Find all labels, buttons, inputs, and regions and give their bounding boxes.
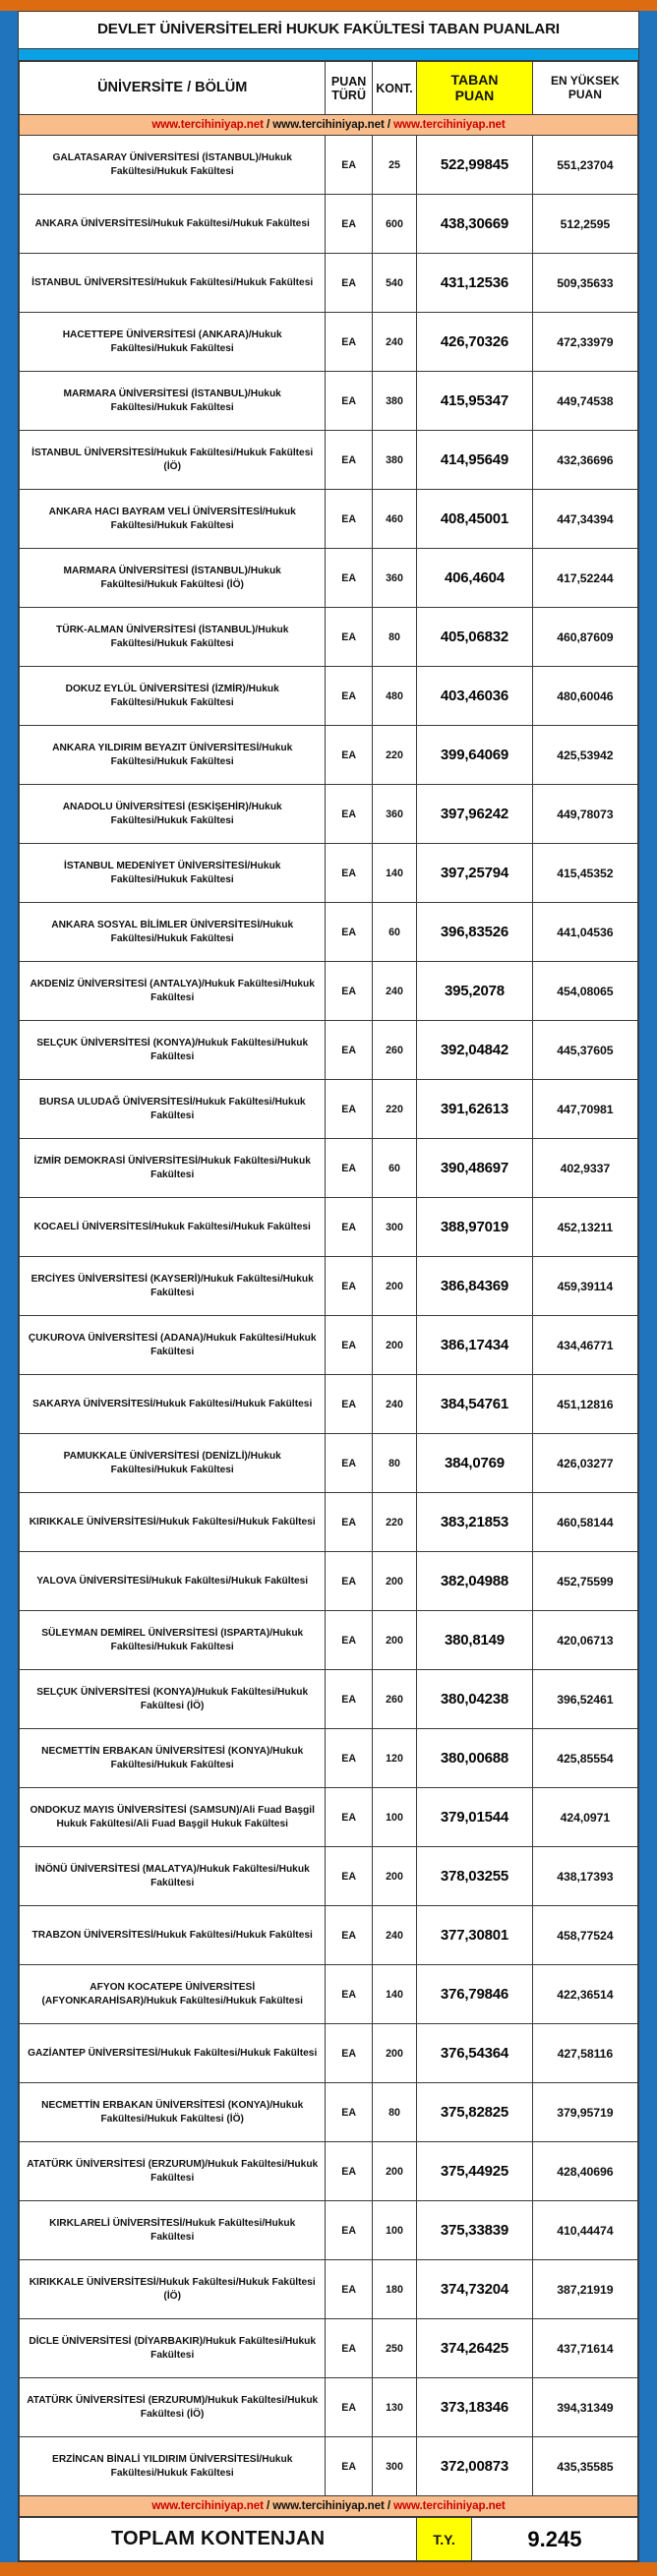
- row-puan-turu: EA: [326, 2437, 372, 2496]
- row-university-name: DİCLE ÜNİVERSİTESİ (DİYARBAKIR)/Hukuk Fakültesi/Hukuk Fakültesi: [20, 2319, 326, 2378]
- row-puan-turu: EA: [326, 1316, 372, 1375]
- row-kontenjan: 240: [372, 313, 416, 372]
- table-row: [20, 1316, 638, 1375]
- row-university-name: ANKARA ÜNİVERSİTESİ/Hukuk Fakültesi/Hukuk Fakültesi: [20, 195, 326, 254]
- row-puan-turu: EA: [326, 431, 372, 490]
- table-body: [20, 115, 638, 2517]
- row-en-yuksek-puan: 447,34394: [532, 490, 637, 549]
- row-taban-puan: 384,0769: [417, 1434, 533, 1493]
- row-puan-turu: EA: [326, 1611, 372, 1670]
- row-en-yuksek-puan: 387,21919: [532, 2260, 637, 2319]
- row-en-yuksek-puan: 551,23704: [532, 136, 637, 195]
- website-banner-top-cell: [20, 115, 638, 136]
- website-link-4[interactable]: www.tercihiniyap.net: [151, 2499, 264, 2512]
- row-kontenjan: 360: [372, 549, 416, 608]
- row-university-name: KOCAELİ ÜNİVERSİTESİ/Hukuk Fakültesi/Hukuk Fakültesi: [20, 1198, 326, 1257]
- row-university-name: ANKARA HACI BAYRAM VELİ ÜNİVERSİTESİ/Hukuk Fakültesi/Hukuk Fakültesi: [20, 490, 326, 549]
- row-en-yuksek-puan: 458,77524: [532, 1906, 637, 1965]
- row-en-yuksek-puan: 410,44474: [532, 2201, 637, 2260]
- total-ty-badge: T.Y.: [417, 2518, 472, 2561]
- header-row: [20, 62, 638, 115]
- row-kontenjan: 360: [372, 785, 416, 844]
- row-puan-turu: EA: [326, 1139, 372, 1198]
- row-kontenjan: 200: [372, 1552, 416, 1611]
- row-en-yuksek-puan: 447,70981: [532, 1080, 637, 1139]
- row-university-name: ATATÜRK ÜNİVERSİTESİ (ERZURUM)/Hukuk Fakültesi/Hukuk Fakültesi: [20, 2142, 326, 2201]
- row-university-name: KIRKLARELİ ÜNİVERSİTESİ/Hukuk Fakültesi/Hukuk Fakültesi: [20, 2201, 326, 2260]
- row-kontenjan: 140: [372, 1965, 416, 2024]
- table-row: [20, 549, 638, 608]
- row-kontenjan: 220: [372, 1080, 416, 1139]
- row-puan-turu: EA: [326, 1375, 372, 1434]
- row-kontenjan: 100: [372, 2201, 416, 2260]
- column-header-kont: KONT.: [372, 62, 416, 115]
- row-kontenjan: 250: [372, 2319, 416, 2378]
- table-row: [20, 2437, 638, 2496]
- row-taban-puan: 388,97019: [417, 1198, 533, 1257]
- row-kontenjan: 600: [372, 195, 416, 254]
- total-row: [20, 2518, 638, 2561]
- row-taban-puan: 376,79846: [417, 1965, 533, 2024]
- row-en-yuksek-puan: 445,37605: [532, 1021, 637, 1080]
- row-university-name: İZMİR DEMOKRASİ ÜNİVERSİTESİ/Hukuk Fakültesi/Hukuk Fakültesi: [20, 1139, 326, 1198]
- banner-separator-4: /: [384, 2499, 394, 2512]
- row-taban-puan: 374,26425: [417, 2319, 533, 2378]
- row-puan-turu: EA: [326, 1080, 372, 1139]
- row-university-name: SAKARYA ÜNİVERSİTESİ/Hukuk Fakültesi/Hukuk Fakültesi: [20, 1375, 326, 1434]
- sheet: [18, 11, 639, 2562]
- column-header-puan-turu-line1: PUAN: [330, 74, 367, 89]
- row-puan-turu: EA: [326, 1434, 372, 1493]
- website-banner-bottom-cell: [20, 2496, 638, 2517]
- website-banner-top: [20, 115, 638, 136]
- row-en-yuksek-puan: 415,45352: [532, 844, 637, 903]
- row-en-yuksek-puan: 449,78073: [532, 785, 637, 844]
- column-header-puan-turu-line2: TÜRÜ: [331, 88, 366, 102]
- table-row: [20, 2201, 638, 2260]
- row-en-yuksek-puan: 425,53942: [532, 726, 637, 785]
- row-taban-puan: 380,04238: [417, 1670, 533, 1729]
- website-link-2[interactable]: www.tercihiniyap.net: [272, 118, 385, 131]
- table-row: [20, 1434, 638, 1493]
- table-row: [20, 254, 638, 313]
- table-row: [20, 2083, 638, 2142]
- row-taban-puan: 372,00873: [417, 2437, 533, 2496]
- table-row: [20, 726, 638, 785]
- row-puan-turu: EA: [326, 313, 372, 372]
- row-kontenjan: 120: [372, 1729, 416, 1788]
- row-puan-turu: EA: [326, 844, 372, 903]
- row-taban-puan: 438,30669: [417, 195, 533, 254]
- table-row: [20, 1021, 638, 1080]
- row-taban-puan: 386,84369: [417, 1257, 533, 1316]
- table-row: [20, 2260, 638, 2319]
- row-taban-puan: 399,64069: [417, 726, 533, 785]
- row-kontenjan: 200: [372, 2024, 416, 2083]
- row-puan-turu: EA: [326, 372, 372, 431]
- row-puan-turu: EA: [326, 2024, 372, 2083]
- row-puan-turu: EA: [326, 785, 372, 844]
- table-row: [20, 1847, 638, 1906]
- row-en-yuksek-puan: 425,85554: [532, 1729, 637, 1788]
- column-header-en-yuksek-puan: [532, 62, 637, 115]
- row-university-name: KIRIKKALE ÜNİVERSİTESİ/Hukuk Fakültesi/Hukuk Fakültesi (İÖ): [20, 2260, 326, 2319]
- row-puan-turu: EA: [326, 2201, 372, 2260]
- table-row: [20, 785, 638, 844]
- table-row: [20, 844, 638, 903]
- table-row: [20, 1788, 638, 1847]
- row-university-name: MARMARA ÜNİVERSİTESİ (İSTANBUL)/Hukuk Fakültesi/Hukuk Fakültesi (İÖ): [20, 549, 326, 608]
- row-taban-puan: 431,12536: [417, 254, 533, 313]
- row-puan-turu: EA: [326, 254, 372, 313]
- row-taban-puan: 380,8149: [417, 1611, 533, 1670]
- row-puan-turu: EA: [326, 136, 372, 195]
- row-taban-puan: 415,95347: [417, 372, 533, 431]
- row-en-yuksek-puan: 449,74538: [532, 372, 637, 431]
- row-puan-turu: EA: [326, 1788, 372, 1847]
- banner-separator-2: /: [384, 118, 394, 131]
- row-en-yuksek-puan: 441,04536: [532, 903, 637, 962]
- row-puan-turu: EA: [326, 1198, 372, 1257]
- row-en-yuksek-puan: 424,0971: [532, 1788, 637, 1847]
- row-puan-turu: EA: [326, 1670, 372, 1729]
- row-en-yuksek-puan: 480,60046: [532, 667, 637, 726]
- table-row: [20, 136, 638, 195]
- row-en-yuksek-puan: 402,9337: [532, 1139, 637, 1198]
- row-kontenjan: 460: [372, 490, 416, 549]
- row-university-name: KIRIKKALE ÜNİVERSİTESİ/Hukuk Fakültesi/Hukuk Fakültesi: [20, 1493, 326, 1552]
- table-row: [20, 667, 638, 726]
- row-kontenjan: 100: [372, 1788, 416, 1847]
- row-university-name: ANADOLU ÜNİVERSİTESİ (ESKİŞEHİR)/Hukuk Fakültesi/Hukuk Fakültesi: [20, 785, 326, 844]
- table-row: [20, 903, 638, 962]
- row-en-yuksek-puan: 460,58144: [532, 1493, 637, 1552]
- row-kontenjan: 540: [372, 254, 416, 313]
- column-header-taban-line1: TABAN: [450, 71, 499, 88]
- table-row: [20, 1080, 638, 1139]
- row-university-name: ERZİNCAN BİNALİ YILDIRIM ÜNİVERSİTESİ/Hukuk Fakültesi/Hukuk Fakültesi: [20, 2437, 326, 2496]
- row-university-name: TRABZON ÜNİVERSİTESİ/Hukuk Fakültesi/Hukuk Fakültesi: [20, 1906, 326, 1965]
- row-taban-puan: 391,62613: [417, 1080, 533, 1139]
- row-kontenjan: 380: [372, 372, 416, 431]
- row-puan-turu: EA: [326, 2083, 372, 2142]
- row-taban-puan: 383,21853: [417, 1493, 533, 1552]
- row-kontenjan: 200: [372, 1611, 416, 1670]
- row-kontenjan: 180: [372, 2260, 416, 2319]
- row-taban-puan: 378,03255: [417, 1847, 533, 1906]
- row-puan-turu: EA: [326, 1552, 372, 1611]
- row-taban-puan: 395,2078: [417, 962, 533, 1021]
- total-row-table: [19, 2517, 638, 2561]
- row-taban-puan: 374,73204: [417, 2260, 533, 2319]
- table-row: [20, 313, 638, 372]
- row-kontenjan: 80: [372, 1434, 416, 1493]
- row-university-name: PAMUKKALE ÜNİVERSİTESİ (DENİZLİ)/Hukuk Fakültesi/Hukuk Fakültesi: [20, 1434, 326, 1493]
- row-en-yuksek-puan: 512,2595: [532, 195, 637, 254]
- row-university-name: SELÇUK ÜNİVERSİTESİ (KONYA)/Hukuk Fakültesi/Hukuk Fakültesi: [20, 1021, 326, 1080]
- table-row: [20, 1965, 638, 2024]
- row-kontenjan: 300: [372, 1198, 416, 1257]
- bottom-orange-bar: [0, 2562, 657, 2576]
- row-puan-turu: EA: [326, 1257, 372, 1316]
- table-row: [20, 195, 638, 254]
- row-university-name: AKDENİZ ÜNİVERSİTESİ (ANTALYA)/Hukuk Fakültesi/Hukuk Fakültesi: [20, 962, 326, 1021]
- row-university-name: ONDOKUZ MAYIS ÜNİVERSİTESİ (SAMSUN)/Ali Fuad Başgil Hukuk Fakültesi/Ali Fuad Başgil Hukuk Fakültesi: [20, 1788, 326, 1847]
- row-taban-puan: 414,95649: [417, 431, 533, 490]
- row-university-name: ÇUKUROVA ÜNİVERSİTESİ (ADANA)/Hukuk Fakültesi/Hukuk Fakültesi: [20, 1316, 326, 1375]
- row-kontenjan: 380: [372, 431, 416, 490]
- row-en-yuksek-puan: 428,40696: [532, 2142, 637, 2201]
- row-university-name: İSTANBUL ÜNİVERSİTESİ/Hukuk Fakültesi/Hukuk Fakültesi (İÖ): [20, 431, 326, 490]
- row-kontenjan: 130: [372, 2378, 416, 2437]
- row-taban-puan: 376,54364: [417, 2024, 533, 2083]
- table-header: [20, 62, 638, 115]
- row-university-name: İSTANBUL ÜNİVERSİTESİ/Hukuk Fakültesi/Hukuk Fakültesi: [20, 254, 326, 313]
- row-puan-turu: EA: [326, 903, 372, 962]
- total-value: 9.245: [471, 2518, 637, 2561]
- row-university-name: SÜLEYMAN DEMİREL ÜNİVERSİTESİ (ISPARTA)/Hukuk Fakültesi/Hukuk Fakültesi: [20, 1611, 326, 1670]
- row-taban-puan: 379,01544: [417, 1788, 533, 1847]
- row-taban-puan: 406,4604: [417, 549, 533, 608]
- row-university-name: ATATÜRK ÜNİVERSİTESİ (ERZURUM)/Hukuk Fakültesi/Hukuk Fakültesi (İÖ): [20, 2378, 326, 2437]
- table-row: [20, 1670, 638, 1729]
- row-university-name: TÜRK-ALMAN ÜNİVERSİTESİ (İSTANBUL)/Hukuk Fakültesi/Hukuk Fakültesi: [20, 608, 326, 667]
- row-en-yuksek-puan: 472,33979: [532, 313, 637, 372]
- row-university-name: BURSA ULUDAĞ ÜNİVERSİTESİ/Hukuk Fakültesi/Hukuk Fakültesi: [20, 1080, 326, 1139]
- row-university-name: İNÖNÜ ÜNİVERSİTESİ (MALATYA)/Hukuk Fakültesi/Hukuk Fakültesi: [20, 1847, 326, 1906]
- website-banner-bottom: [20, 2496, 638, 2517]
- row-puan-turu: EA: [326, 1021, 372, 1080]
- banner-separator-1: /: [263, 118, 273, 131]
- banner-separator-3: /: [263, 2499, 273, 2512]
- page-title-text: DEVLET ÜNİVERSİTELERİ HUKUK FAKÜLTESİ TABAN PUANLARI: [96, 21, 561, 37]
- row-taban-puan: 396,83526: [417, 903, 533, 962]
- row-en-yuksek-puan: 454,08065: [532, 962, 637, 1021]
- row-taban-puan: 405,06832: [417, 608, 533, 667]
- row-kontenjan: 220: [372, 1493, 416, 1552]
- row-puan-turu: EA: [326, 1493, 372, 1552]
- row-en-yuksek-puan: 438,17393: [532, 1847, 637, 1906]
- row-en-yuksek-puan: 451,12816: [532, 1375, 637, 1434]
- row-kontenjan: 260: [372, 1021, 416, 1080]
- row-puan-turu: EA: [326, 2319, 372, 2378]
- column-header-taban-line2: PUAN: [454, 87, 495, 103]
- row-en-yuksek-puan: 420,06713: [532, 1611, 637, 1670]
- row-puan-turu: EA: [326, 549, 372, 608]
- row-university-name: YALOVA ÜNİVERSİTESİ/Hukuk Fakültesi/Hukuk Fakültesi: [20, 1552, 326, 1611]
- column-header-name: ÜNİVERSİTE / BÖLÜM: [20, 62, 326, 115]
- table-row: [20, 1139, 638, 1198]
- row-taban-puan: 380,00688: [417, 1729, 533, 1788]
- table-row: [20, 962, 638, 1021]
- row-kontenjan: 60: [372, 903, 416, 962]
- table-row: [20, 431, 638, 490]
- table-row: [20, 1257, 638, 1316]
- row-en-yuksek-puan: 434,46771: [532, 1316, 637, 1375]
- row-taban-puan: 375,33839: [417, 2201, 533, 2260]
- row-kontenjan: 200: [372, 1257, 416, 1316]
- row-en-yuksek-puan: 379,95719: [532, 2083, 637, 2142]
- table-row: [20, 2142, 638, 2201]
- row-university-name: ERCİYES ÜNİVERSİTESİ (KAYSERİ)/Hukuk Fakültesi/Hukuk Fakültesi: [20, 1257, 326, 1316]
- table-row: [20, 1375, 638, 1434]
- row-puan-turu: EA: [326, 608, 372, 667]
- table-row: [20, 1611, 638, 1670]
- row-kontenjan: 300: [372, 2437, 416, 2496]
- table-row: [20, 1906, 638, 1965]
- table-row: [20, 1729, 638, 1788]
- column-header-enyuksek-line1: EN YÜKSEK: [550, 74, 620, 89]
- row-en-yuksek-puan: 432,36696: [532, 431, 637, 490]
- row-kontenjan: 200: [372, 2142, 416, 2201]
- row-puan-turu: EA: [326, 962, 372, 1021]
- row-en-yuksek-puan: 426,03277: [532, 1434, 637, 1493]
- row-taban-puan: 522,99845: [417, 136, 533, 195]
- row-kontenjan: 240: [372, 1906, 416, 1965]
- row-kontenjan: 200: [372, 1316, 416, 1375]
- row-puan-turu: EA: [326, 2142, 372, 2201]
- row-puan-turu: EA: [326, 2260, 372, 2319]
- table-row: [20, 2378, 638, 2437]
- row-kontenjan: 480: [372, 667, 416, 726]
- row-taban-puan: 375,44925: [417, 2142, 533, 2201]
- row-en-yuksek-puan: 437,71614: [532, 2319, 637, 2378]
- table-row: [20, 608, 638, 667]
- row-puan-turu: EA: [326, 1847, 372, 1906]
- row-en-yuksek-puan: 459,39114: [532, 1257, 637, 1316]
- table-row: [20, 1552, 638, 1611]
- column-header-puan-turu: [326, 62, 372, 115]
- blue-divider-strip: [19, 49, 638, 61]
- row-university-name: HACETTEPE ÜNİVERSİTESİ (ANKARA)/Hukuk Fakültesi/Hukuk Fakültesi: [20, 313, 326, 372]
- row-university-name: SELÇUK ÜNİVERSİTESİ (KONYA)/Hukuk Fakültesi/Hukuk Fakültesi (İÖ): [20, 1670, 326, 1729]
- row-taban-puan: 377,30801: [417, 1906, 533, 1965]
- row-taban-puan: 408,45001: [417, 490, 533, 549]
- row-en-yuksek-puan: 396,52461: [532, 1670, 637, 1729]
- website-link-1[interactable]: www.tercihiniyap.net: [151, 118, 264, 131]
- row-kontenjan: 240: [372, 962, 416, 1021]
- row-kontenjan: 140: [372, 844, 416, 903]
- row-puan-turu: EA: [326, 490, 372, 549]
- table-row: [20, 2024, 638, 2083]
- row-puan-turu: EA: [326, 1729, 372, 1788]
- row-en-yuksek-puan: 460,87609: [532, 608, 637, 667]
- row-puan-turu: EA: [326, 1965, 372, 2024]
- row-en-yuksek-puan: 394,31349: [532, 2378, 637, 2437]
- scores-table: [19, 61, 638, 2517]
- row-kontenjan: 200: [372, 1847, 416, 1906]
- row-puan-turu: EA: [326, 726, 372, 785]
- top-orange-bar: [0, 0, 657, 11]
- column-header-enyuksek-line2: PUAN: [567, 87, 602, 101]
- row-university-name: MARMARA ÜNİVERSİTESİ (İSTANBUL)/Hukuk Fakültesi/Hukuk Fakültesi: [20, 372, 326, 431]
- row-taban-puan: 392,04842: [417, 1021, 533, 1080]
- page-title: [19, 12, 638, 49]
- row-en-yuksek-puan: 427,58116: [532, 2024, 637, 2083]
- row-puan-turu: EA: [326, 2378, 372, 2437]
- row-kontenjan: 60: [372, 1139, 416, 1198]
- row-taban-puan: 397,25794: [417, 844, 533, 903]
- website-link-6[interactable]: www.tercihiniyap.net: [393, 2499, 506, 2512]
- website-link-3[interactable]: www.tercihiniyap.net: [393, 118, 506, 131]
- row-taban-puan: 403,46036: [417, 667, 533, 726]
- row-university-name: NECMETTİN ERBAKAN ÜNİVERSİTESİ (KONYA)/Hukuk Fakültesi/Hukuk Fakültesi: [20, 1729, 326, 1788]
- table-row: [20, 372, 638, 431]
- row-puan-turu: EA: [326, 195, 372, 254]
- row-taban-puan: 397,96242: [417, 785, 533, 844]
- row-taban-puan: 426,70326: [417, 313, 533, 372]
- row-en-yuksek-puan: 435,35585: [532, 2437, 637, 2496]
- row-university-name: AFYON KOCATEPE ÜNİVERSİTESİ (AFYONKARAHİSAR)/Hukuk Fakültesi/Hukuk Fakültesi: [20, 1965, 326, 2024]
- blue-frame: [0, 11, 657, 2562]
- row-taban-puan: 375,82825: [417, 2083, 533, 2142]
- row-en-yuksek-puan: 452,75599: [532, 1552, 637, 1611]
- row-en-yuksek-puan: 417,52244: [532, 549, 637, 608]
- row-kontenjan: 240: [372, 1375, 416, 1434]
- row-en-yuksek-puan: 422,36514: [532, 1965, 637, 2024]
- row-kontenjan: 25: [372, 136, 416, 195]
- table-row: [20, 490, 638, 549]
- table-row: [20, 1198, 638, 1257]
- row-kontenjan: 260: [372, 1670, 416, 1729]
- row-university-name: NECMETTİN ERBAKAN ÜNİVERSİTESİ (KONYA)/Hukuk Fakültesi/Hukuk Fakültesi (İÖ): [20, 2083, 326, 2142]
- row-kontenjan: 80: [372, 2083, 416, 2142]
- table-row: [20, 2319, 638, 2378]
- row-taban-puan: 386,17434: [417, 1316, 533, 1375]
- row-taban-puan: 384,54761: [417, 1375, 533, 1434]
- table-row: [20, 1493, 638, 1552]
- row-university-name: GAZİANTEP ÜNİVERSİTESİ/Hukuk Fakültesi/Hukuk Fakültesi: [20, 2024, 326, 2083]
- row-university-name: DOKUZ EYLÜL ÜNİVERSİTESİ (İZMİR)/Hukuk Fakültesi/Hukuk Fakültesi: [20, 667, 326, 726]
- row-university-name: ANKARA SOSYAL BİLİMLER ÜNİVERSİTESİ/Hukuk Fakültesi/Hukuk Fakültesi: [20, 903, 326, 962]
- row-university-name: İSTANBUL MEDENİYET ÜNİVERSİTESİ/Hukuk Fakültesi/Hukuk Fakültesi: [20, 844, 326, 903]
- total-label: TOPLAM KONTENJAN: [20, 2518, 417, 2561]
- column-header-taban-puan: [417, 62, 533, 115]
- row-puan-turu: EA: [326, 1906, 372, 1965]
- row-taban-puan: 373,18346: [417, 2378, 533, 2437]
- row-puan-turu: EA: [326, 667, 372, 726]
- row-en-yuksek-puan: 452,13211: [532, 1198, 637, 1257]
- row-university-name: ANKARA YILDIRIM BEYAZIT ÜNİVERSİTESİ/Hukuk Fakültesi/Hukuk Fakültesi: [20, 726, 326, 785]
- row-kontenjan: 220: [372, 726, 416, 785]
- row-en-yuksek-puan: 509,35633: [532, 254, 637, 313]
- row-university-name: GALATASARAY ÜNİVERSİTESİ (İSTANBUL)/Hukuk Fakültesi/Hukuk Fakültesi: [20, 136, 326, 195]
- row-taban-puan: 382,04988: [417, 1552, 533, 1611]
- row-kontenjan: 80: [372, 608, 416, 667]
- website-link-5[interactable]: www.tercihiniyap.net: [272, 2499, 385, 2512]
- row-taban-puan: 390,48697: [417, 1139, 533, 1198]
